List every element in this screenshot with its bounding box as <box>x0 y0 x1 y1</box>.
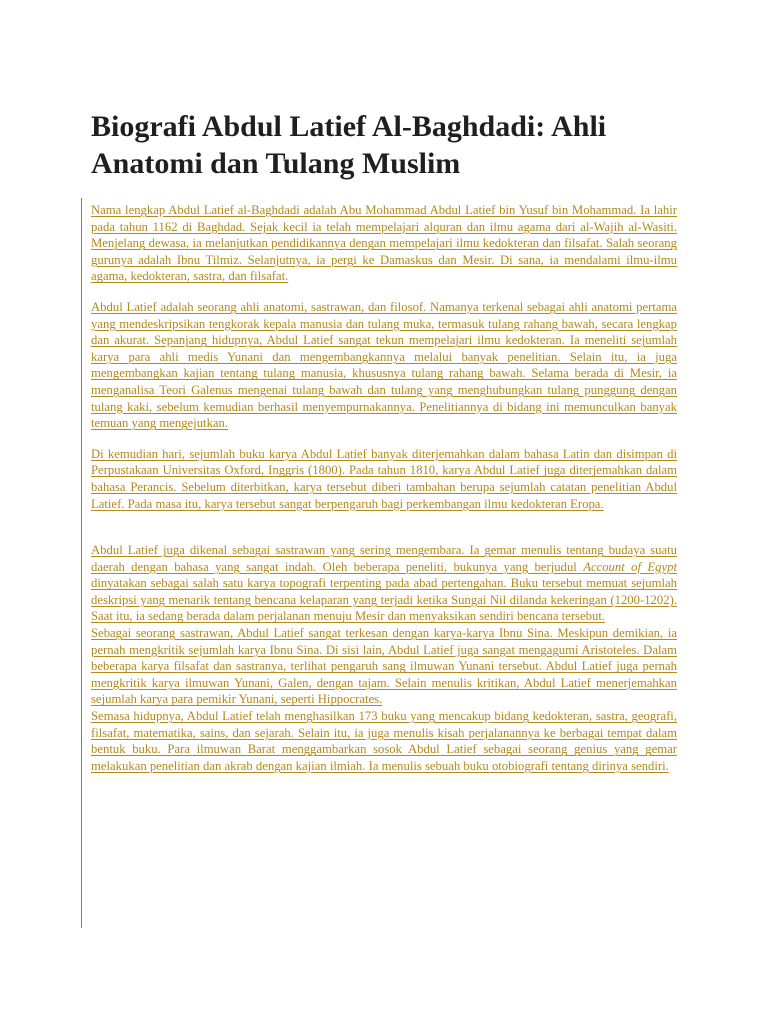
paragraph-4-text-before: Abdul Latief juga dikenal sebagai sastrawan yang sering mengembara. Ia gemar menulis tentang budaya suatu daerah dengan bahasa yang sangat indah. Oleh beberapa peneliti, bukunya yang berjudul <box>91 543 677 574</box>
article-body <box>91 202 677 774</box>
book-title-account-of-egypt: Account of Egypt <box>583 559 677 574</box>
paragraph-link-2[interactable]: Abdul Latief adalah seorang ahli anatomi, sastrawan, dan filosof. Namanya terkenal sebagai ahli anatomi pertama yang mendeskripsikan tengkorak kepala manusia dan tulang muka, termasuk tulang rahang bawah, secara lengkap dan akurat. Sepanjang hidupnya, Abdul Latief sangat tekun mempelajari ilmu kedokteran. Ia meneliti sejumlah karya para ahli medis Yunani dan mengembangkannya melalui banyak penelitian. Selain itu, ia juga mengembangkan kajian tentang tulang manusia, khususnya tulang rahang bawah. Selama berada di Mesir, ia menganalisa Teori Galenus mengenai tulang bawah dan tulang yang menghubungkan tulang punggung dengan tulang kaki, sebelum kemudian berhasil menyempurnakannya. Penelitiannya di bidang ini memunculkan banyak temuan yang mengejutkan. <box>91 299 677 431</box>
paragraph-link-6[interactable]: Semasa hidupnya, Abdul Latief telah menghasilkan 173 buku yang mencakup bidang kedokteran, sastra, geografi, filsafat, matematika, sains, dan sejarah. Selain itu, ia juga menulis kisah perjalanannya ke berbagai tempat dalam bentuk buku. Para ilmuwan Barat menggambarkan sosok Abdul Latief sebagai seorang genius yang gemar melakukan penelitian dan akrab dengan kajian ilmiah. Ia menulis sebuah buku otobiografi tentang dirinya sendiri. <box>91 709 677 773</box>
paragraph-link-1[interactable]: Nama lengkap Abdul Latief al-Baghdadi adalah Abu Mohammad Abdul Latief bin Yusuf bin Mohammad. Ia lahir pada tahun 1162 di Baghdad. Sejak kecil ia telah mempelajari alquran dan ilmu agama dari al-Wajih al-Wasiti. Menjelang dewasa, ia melanjutkan pendidikannya dengan mempelajari ilmu kedokteran dan filsafat. Salah seorang gurunya adalah Ibnu Tilmiz. Selanjutnya, ia pergi ke Damaskus dan Mesir. Di sana, ia mendalami ilmu-ilmu agama, kedokteran, sastra, dan filsafat. <box>91 203 677 284</box>
page-title: Biografi Abdul Latief Al-Baghdadi: Ahli Anatomi dan Tulang Muslim <box>91 110 607 180</box>
paragraph-link-3[interactable]: Di kemudian hari, sejumlah buku karya Abdul Latief banyak diterjemahkan dalam bahasa Latin dan disimpan di Perpustakaan Universitas Oxford, Inggris (1800). Pada tahun 1810, karya Abdul Latief juga diterjemahkan dalam bahasa Perancis. Sebelum diterbitkan, karya tersebut diberi tambahan berupa sejumlah catatan penelitian Abdul Latief. Pada masa itu, karya tersebut sangat berpengaruh bagi perkembangan ilmu kedokteran Eropa. <box>91 446 677 511</box>
paragraph-link-5[interactable]: Sebagai seorang sastrawan, Abdul Latief sangat terkesan dengan karya-karya Ibnu Sina. Meskipun demikian, ia pernah mengkritik sejumlah karya Ibnu Sina. Di sisi lain, Abdul Latief juga sangat mengagumi Aristoteles. Dalam beberapa karya filsafat dan sastranya, terlihat pengaruh sang ilmuwan Yunani tersebut. Abdul Latief juga pernah mengkritik karya ilmuwan Yunani, Galen, dengan tajam. Selain menulis kritikan, Abdul Latief menerjemahkan sejumlah karya para pemikir Yunani, seperti Hippocrates. <box>91 626 677 707</box>
paragraph-4-text-after: dinyatakan sebagai salah satu karya topografi terpenting pada abad pertengahan. Buku tersebut memuat sejumlah deskripsi yang menarik tentang bencana kelaparan yang terjadi ketika Sungai Nil dilanda kekeringan (1200-1202). Saat itu, ia sedang berada dalam perjalanan menuju Mesir dan menyaksikan sendiri bencana tersebut. <box>91 576 677 624</box>
paragraph-link-4[interactable] <box>91 542 677 625</box>
left-margin-rule <box>81 198 82 928</box>
